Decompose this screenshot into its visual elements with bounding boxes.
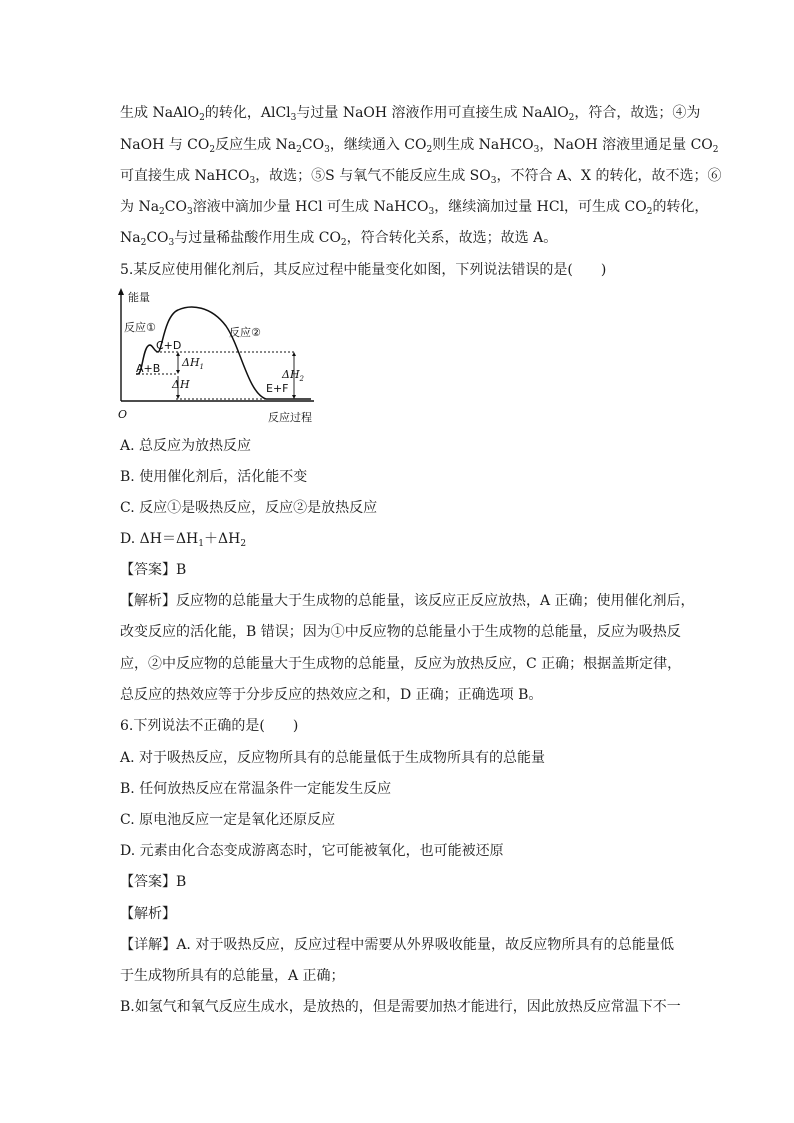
q6-option-d: D. 元素由化合态变成游离态时，它可能被氧化，也可能被还原 <box>120 843 504 859</box>
reaction-1-label: 反应① <box>124 321 156 334</box>
energy-diagram <box>116 288 326 428</box>
q6-option-b: B. 任何放热反应在常温条件一定能发生反应 <box>120 781 392 797</box>
cd-label: C+D <box>156 339 182 352</box>
q5-option-a: A. 总反应为放热反应 <box>120 438 252 454</box>
ef-label: E+F <box>266 382 289 395</box>
x-axis-label: 反应过程 <box>268 411 312 424</box>
q6-option-a: A. 对于吸热反应，反应物所具有的总能量低于生成物所具有的总能量 <box>120 750 546 766</box>
q5-option-b: B. 使用催化剂后，活化能不变 <box>120 469 308 485</box>
dh1-label: $\Delta H_1$ <box>182 356 205 371</box>
question-6-stem: 6.下列说法不正确的是( ) <box>120 718 299 734</box>
y-axis-arrow-icon <box>118 288 124 295</box>
q6-answer: 【答案】B <box>120 874 187 890</box>
dh1-arrow-tail-icon <box>176 370 180 374</box>
q6-detail-line-2: 于生成物所具有的总能量，A 正确； <box>120 968 345 984</box>
dh1-arrow-head-icon <box>176 352 180 356</box>
paragraph-line-2: NaOH 与 $CO_2$反应生成 $Na_2CO_3$，继续通入 $CO_2$则生成 NaHCO$_3$，NaOH 溶液里通足量 $CO_2$ <box>120 137 719 155</box>
q6-detail-line-1: 【详解】A. 对于吸热反应，反应过程中需要从外界吸收能量，故反应物所具有的总能量低 <box>120 937 674 953</box>
dh-arrow-head-icon <box>176 395 180 399</box>
q5-analysis-line-3: 应，②中反应物的总能量大于生成物的总能量，反应为放热反应，C 正确；根据盖斯定律， <box>120 656 682 672</box>
q5-analysis-line-2: 改变反应的活化能，B 错误；因为①中反应物的总能量小于生成物的总能量，反应为吸热反 <box>120 624 681 640</box>
q5-option-c: C. 反应①是吸热反应，反应②是放热反应 <box>120 500 378 516</box>
dh2-arrow-head-icon <box>292 352 296 356</box>
question-5-stem: 5.某反应使用催化剂后，其反应过程中能量变化如图，下列说法错误的是( ) <box>120 262 607 278</box>
q6-analysis-heading: 【解析】 <box>120 906 176 922</box>
q5-analysis-line-4: 总反应的热效应等于分步反应的热效应之和，D 正确；正确选项 B。 <box>120 687 543 703</box>
q5-analysis-line-1: 【解析】反应物的总能量大于生成物的总能量，该反应正反应放热，A 正确；使用催化剂后， <box>120 593 695 609</box>
q6-option-c: C. 原电池反应一定是氧化还原反应 <box>120 812 336 828</box>
dh-label: ΔH <box>172 378 190 391</box>
y-axis-label: 能量 <box>128 291 150 304</box>
q6-detail-line-3: B.如氢气和氧气反应生成水，是放热的，但是需要加热才能进行，因此放热反应常温下不一 <box>120 999 681 1015</box>
origin-label: O <box>118 408 128 421</box>
paragraph-line-3: 可直接生成 NaHCO$_3$，故选；⑤S 与氧气不能反应生成 $SO_3$，不符合 A、X 的转化，故不选；⑥ <box>120 168 722 186</box>
paragraph-line-1: 生成 NaAlO$_2$的转化，AlCl$_3$与过量 NaOH 溶液作用可直接生成 NaAlO$_2$，符合，故选；④为 <box>120 105 701 123</box>
q5-option-d: D. $\Delta H=\Delta H_1+\Delta H_2$ <box>120 531 247 549</box>
paragraph-line-4: 为 $Na_2CO_3$溶液中滴加少量 HCl 可生成 NaHCO$_3$，继续滴加过量 HCl，可生成 $CO_2$的转化， <box>120 199 709 217</box>
reaction-2-label: 反应② <box>229 326 261 339</box>
paragraph-line-5: $Na_2CO_3$与过量稀盐酸作用生成 $CO_2$，符合转化关系，故选；故选 A。 <box>120 230 558 248</box>
ab-label: A+B <box>136 362 161 375</box>
dh2-label: $\Delta H_2$ <box>282 368 305 383</box>
q5-answer: 【答案】B <box>120 562 187 578</box>
